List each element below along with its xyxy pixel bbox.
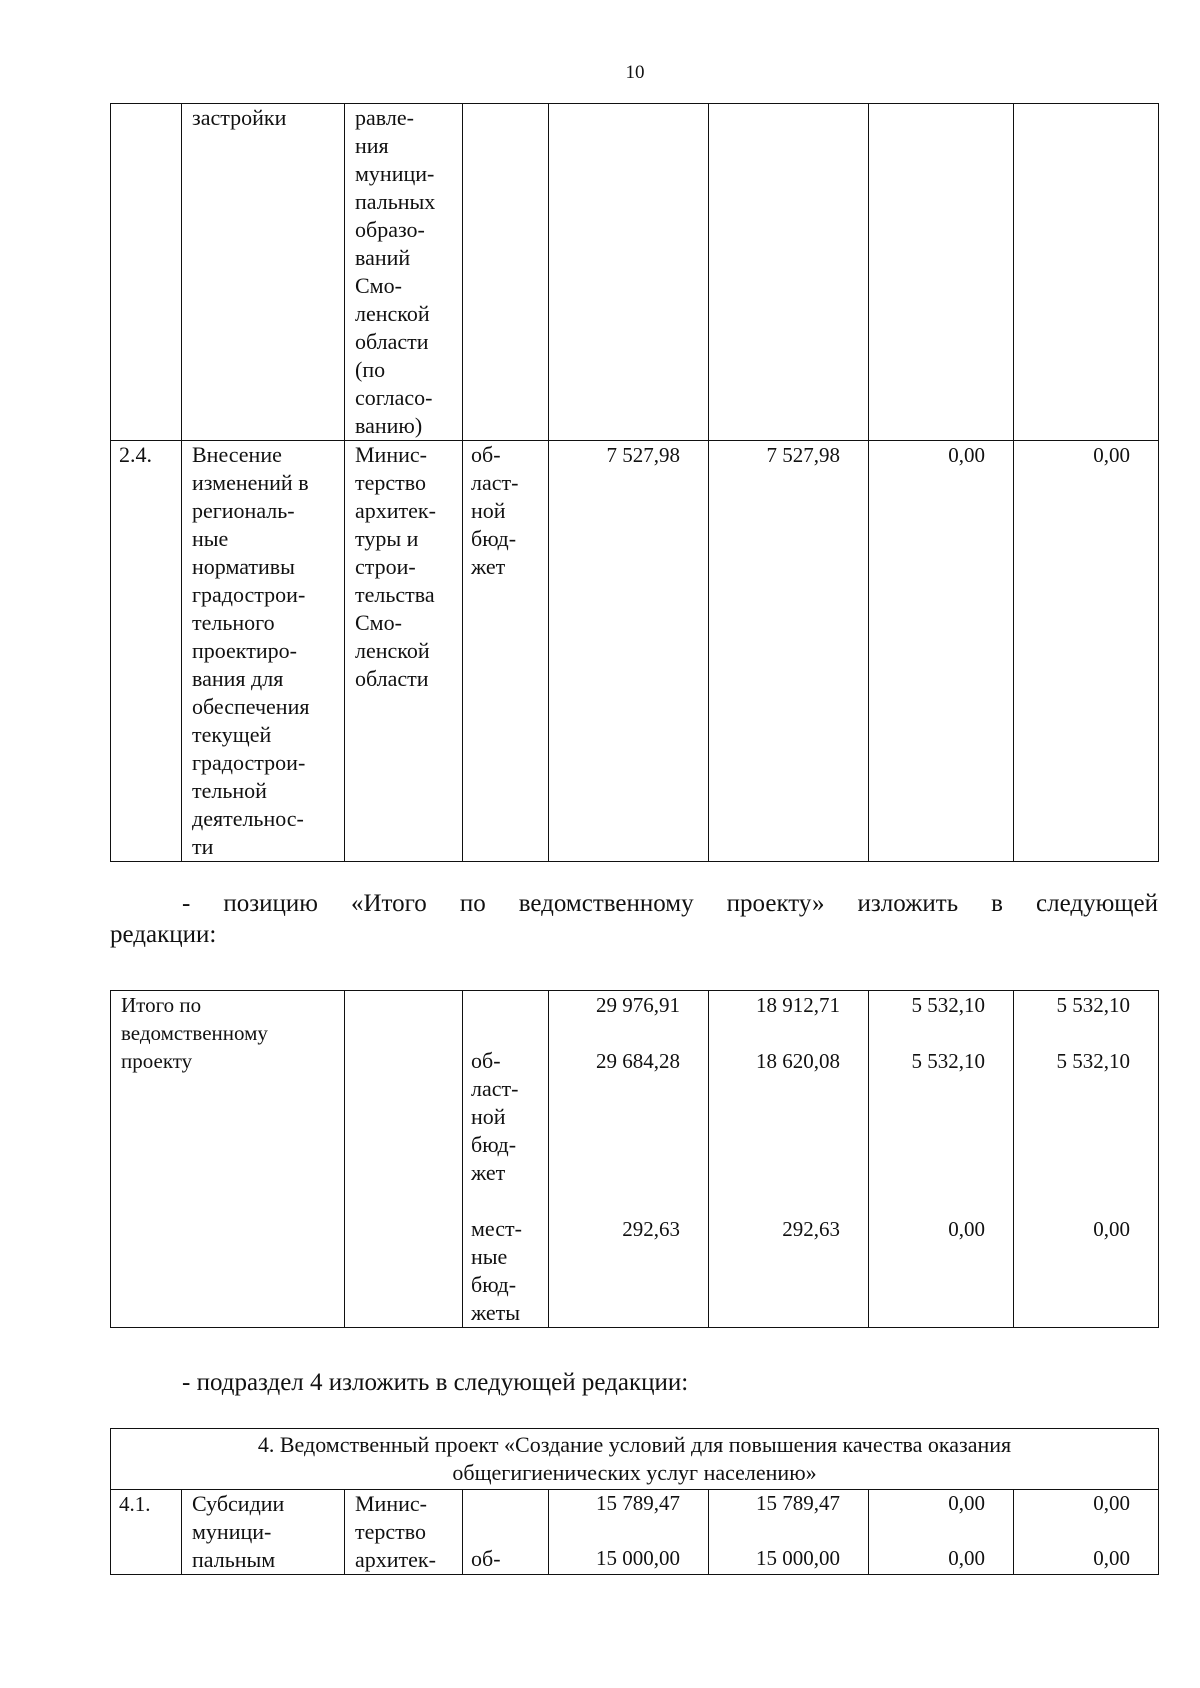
amount-total-cell: 29 684,28 bbox=[549, 1047, 709, 1215]
table-row-2-4 bbox=[111, 441, 1159, 862]
amount-year3-cell bbox=[1014, 104, 1159, 441]
amount-year1-cell: 18 620,08 bbox=[709, 1047, 869, 1215]
row-number-cell: 2.4. bbox=[111, 441, 182, 862]
source-cell: об- ласт- ной бюд- жет bbox=[463, 1047, 549, 1215]
executor-cell: Минис- терство архитек- bbox=[345, 1490, 463, 1575]
source-cell bbox=[463, 991, 549, 1047]
amount-year2-cell: 0,00 0,00 bbox=[869, 1490, 1014, 1575]
total-table bbox=[110, 990, 1159, 1328]
amount-year3-cell: 0,00 bbox=[1014, 441, 1159, 862]
amount-total-cell: 29 976,91 bbox=[549, 991, 709, 1047]
section-title-cell: 4. Ведомственный проект «Создание условий для повышения качества оказания общегигиенических услуг населению» bbox=[111, 1429, 1159, 1490]
amount-year3-cell: 5 532,10 bbox=[1014, 1047, 1159, 1215]
source-cell bbox=[463, 104, 549, 441]
source-cell: мест- ные бюд- жеты bbox=[463, 1215, 549, 1328]
source-cell: об- bbox=[463, 1490, 549, 1575]
executor-cell: Минис- терство архитек- туры и строи- тельства Смо- ленской области bbox=[345, 441, 463, 862]
activity-name-cell: Субсидии муници- пальным bbox=[182, 1490, 345, 1575]
amount-year3-cell: 0,00 bbox=[1014, 1215, 1159, 1328]
amount-year3-cell: 0,00 0,00 bbox=[1014, 1490, 1159, 1575]
page-number: 10 bbox=[625, 62, 645, 83]
total-label-cell: Итого по ведомственному проекту bbox=[111, 991, 345, 1328]
amount-year2-cell: 5 532,10 bbox=[869, 991, 1014, 1047]
source-cell: об- ласт- ной бюд- жет bbox=[463, 441, 549, 862]
row-number-cell bbox=[111, 104, 182, 441]
instruction-paragraph-section4: - подраздел 4 изложить в следующей редакции: bbox=[182, 1369, 689, 1396]
section4-table bbox=[110, 1428, 1159, 1575]
amount-total-cell: 292,63 bbox=[549, 1215, 709, 1328]
amount-year1-cell: 292,63 bbox=[709, 1215, 869, 1328]
amount-total-cell: 7 527,98 bbox=[549, 441, 709, 862]
amount-total-cell: 15 789,47 15 000,00 bbox=[549, 1490, 709, 1575]
executor-cell bbox=[345, 991, 463, 1328]
row-number-cell: 4.1. bbox=[111, 1490, 182, 1575]
amount-year1-cell: 18 912,71 bbox=[709, 991, 869, 1047]
amount-year2-cell: 0,00 bbox=[869, 1215, 1014, 1328]
amount-year2-cell: 5 532,10 bbox=[869, 1047, 1014, 1215]
executor-cell: равле- ния муници- пальных образо- ваний Смо- ленской области (по согласо- ванию) bbox=[345, 104, 463, 441]
section-title-row bbox=[111, 1429, 1159, 1490]
table-row-4-1 bbox=[111, 1490, 1159, 1575]
activity-name-cell: застройки bbox=[182, 104, 345, 441]
table-row-total bbox=[111, 991, 1159, 1047]
amount-year1-cell: 15 789,47 15 000,00 bbox=[709, 1490, 869, 1575]
activities-table bbox=[110, 103, 1159, 862]
instruction-paragraph-total: - позицию «Итого по ведомственному проекту» изложить в следующей редакции: bbox=[110, 890, 1158, 948]
amount-total-cell bbox=[549, 104, 709, 441]
amount-year2-cell bbox=[869, 104, 1014, 441]
amount-year2-cell: 0,00 bbox=[869, 441, 1014, 862]
table-row-continuation bbox=[111, 104, 1159, 441]
amount-year1-cell: 7 527,98 bbox=[709, 441, 869, 862]
amount-year3-cell: 5 532,10 bbox=[1014, 991, 1159, 1047]
amount-year1-cell bbox=[709, 104, 869, 441]
activity-name-cell: Внесение изменений в региональ- ные нормативы градострои- тельного проектиро- вания для обеспечения текущей градострои- тельной деятельнос- ти bbox=[182, 441, 345, 862]
